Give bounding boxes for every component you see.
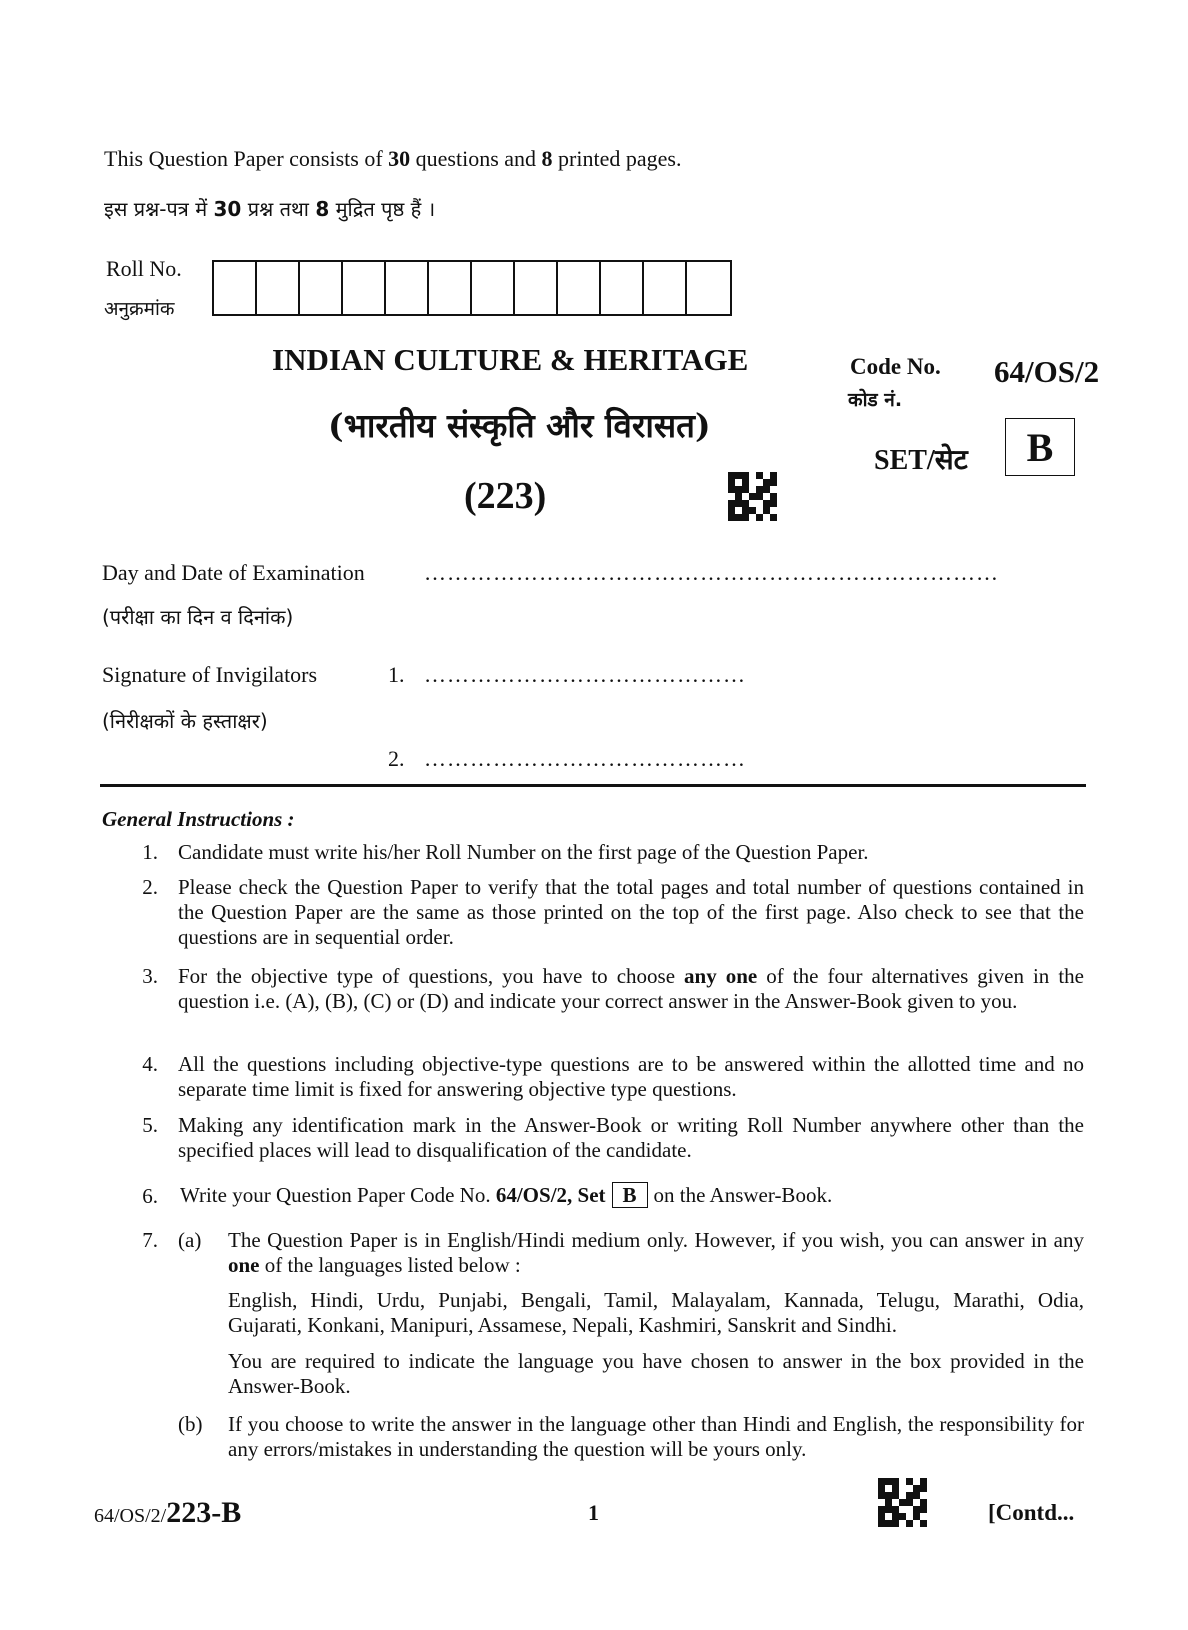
qr-module: [763, 479, 770, 486]
qr-module: [899, 1492, 906, 1499]
qr-module: [920, 1499, 927, 1506]
qr-module: [913, 1499, 920, 1506]
qr-module: [906, 1506, 913, 1513]
invigilator-2-field[interactable]: ……………………………………: [424, 746, 746, 771]
instruction-number: 1.: [142, 840, 158, 864]
qr-module: [878, 1499, 885, 1506]
qr-module: [878, 1513, 885, 1520]
qr-module: [906, 1478, 913, 1485]
instruction-4: All the questions including objective-type questions are to be answered within the allotted time and no separate time limit is fixed for answering objective type questions.: [178, 1052, 1084, 1101]
qr-module: [749, 472, 756, 479]
qr-module: [770, 493, 777, 500]
qr-module: [728, 507, 735, 514]
qr-module: [920, 1513, 927, 1520]
qr-module: [885, 1520, 892, 1527]
roll-number-cell[interactable]: [601, 262, 644, 314]
qr-module: [899, 1513, 906, 1520]
qr-module: [885, 1506, 892, 1513]
qr-module: [728, 486, 735, 493]
qr-module: [899, 1506, 906, 1513]
qr-module: [892, 1513, 899, 1520]
info-text: मुद्रित पृष्ठ हैं ।: [329, 197, 436, 221]
qr-module: [885, 1478, 892, 1485]
qr-module: [749, 507, 756, 514]
qr-module: [913, 1492, 920, 1499]
instruction-7a-note: You are required to indicate the language you have chosen to answer in the box provided in the Answer-Book.: [228, 1349, 1084, 1398]
instruction-number: 4.: [142, 1052, 158, 1076]
info-text: This Question Paper consists of: [104, 146, 389, 171]
qr-module: [892, 1492, 899, 1499]
qr-module: [885, 1499, 892, 1506]
qr-module: [885, 1513, 892, 1520]
qr-module: [728, 514, 735, 521]
instruction-emphasis: any one: [684, 964, 758, 988]
roll-label-en: Roll No.: [106, 256, 182, 281]
qr-module: [749, 479, 756, 486]
qr-module: [878, 1485, 885, 1492]
qr-module: [763, 514, 770, 521]
qr-module: [735, 493, 742, 500]
instruction-number: 2.: [142, 875, 158, 899]
qr-module: [770, 486, 777, 493]
qr-module: [770, 472, 777, 479]
qr-module: [920, 1506, 927, 1513]
roll-number-cell[interactable]: [515, 262, 558, 314]
roll-label-hi: अनुक्रमांक: [104, 298, 175, 320]
roll-number-cell[interactable]: [472, 262, 515, 314]
qr-module: [878, 1520, 885, 1527]
qr-module: [920, 1478, 927, 1485]
qr-module: [899, 1499, 906, 1506]
paper-info-hindi: [104, 196, 435, 222]
subject-title-hindi: (भारतीय संस्कृति और विरासत): [328, 406, 711, 445]
qr-module: [742, 493, 749, 500]
set-box: B: [1005, 418, 1075, 476]
qr-module: [892, 1485, 899, 1492]
instruction-7b: If you choose to write the answer in the language other than Hindi and English, the responsibility for any errors/mistakes in understanding the question will be yours only.: [228, 1412, 1084, 1461]
instruction-1: Candidate must write his/her Roll Number on the first page of the Question Paper.: [178, 840, 869, 864]
qr-module: [892, 1499, 899, 1506]
qr-module: [878, 1506, 885, 1513]
qr-module: [735, 472, 742, 479]
code-label-en: Code No.: [850, 354, 941, 379]
qr-module: [756, 479, 763, 486]
qr-module: [728, 493, 735, 500]
qr-module: [749, 493, 756, 500]
qr-module: [899, 1520, 906, 1527]
code-label-hi: कोड नं.: [848, 389, 903, 411]
instruction-sub-label: (a): [178, 1228, 202, 1252]
qr-module: [763, 472, 770, 479]
invigilator-2-number: 2.: [388, 746, 405, 771]
exam-date-label: Day and Date of Examination: [102, 560, 365, 585]
roll-number-cell[interactable]: [558, 262, 601, 314]
instruction-2: Please check the Question Paper to verify that the total pages and total number of questions contained in the Question Paper are the same as those printed on the top of the first page. Also check to see that the questions are in sequential order.: [178, 875, 1084, 949]
qr-module: [892, 1520, 899, 1527]
invigilator-1-field[interactable]: ……………………………………: [424, 662, 746, 687]
qr-code-icon: [728, 472, 777, 521]
section-divider: [100, 784, 1086, 787]
invigilator-sign-label: Signature of Invigilators: [102, 662, 318, 687]
qr-module: [735, 479, 742, 486]
instruction-text: The Question Paper is in English/Hindi medium only. However, if you wish, you can answer in any: [228, 1228, 1084, 1252]
instructions-heading: General Instructions :: [102, 807, 295, 831]
qr-module: [735, 507, 742, 514]
qr-module: [906, 1520, 913, 1527]
qr-module: [770, 479, 777, 486]
qr-module: [770, 507, 777, 514]
invigilator-sign-label-hi: (निरीक्षकों के हस्ताक्षर): [102, 709, 268, 733]
roll-number-cell[interactable]: [386, 262, 429, 314]
instruction-number: 6.: [142, 1184, 158, 1208]
qr-module: [913, 1485, 920, 1492]
instruction-6: [180, 1182, 1086, 1208]
instruction-text: on the Answer-Book.: [653, 1183, 833, 1207]
qr-module: [906, 1485, 913, 1492]
instruction-text: of the four alternatives given in the question i.e. (A), (B), (C) or (D) and indicate your correct answer in the Answer-Book given to you.: [178, 964, 1084, 1013]
questions-count: 30: [388, 146, 411, 171]
roll-number-cell[interactable]: [257, 262, 300, 314]
qr-module: [920, 1520, 927, 1527]
qr-module: [906, 1492, 913, 1499]
qr-module: [756, 486, 763, 493]
qr-module: [742, 472, 749, 479]
qr-module: [756, 493, 763, 500]
qr-module: [756, 472, 763, 479]
instruction-3: [178, 964, 1084, 1014]
qr-module: [749, 486, 756, 493]
qr-module: [878, 1478, 885, 1485]
qr-module: [892, 1506, 899, 1513]
instruction-5: Making any identification mark in the Answer-Book or writing Roll Number anywhere other than the specified places will lead to disqualification of the candidate.: [178, 1113, 1084, 1162]
instruction-text: of the languages listed below :: [259, 1253, 521, 1277]
footer-paper-code: [94, 1496, 241, 1530]
qr-module: [770, 500, 777, 507]
code-number: 64/OS/2: [994, 354, 1100, 389]
qr-module: [742, 507, 749, 514]
qr-module: [735, 500, 742, 507]
info-text: इस प्रश्न-पत्र में: [104, 197, 214, 221]
set-inline-box: B: [612, 1182, 648, 1208]
qr-module: [892, 1478, 899, 1485]
instruction-7a-languages: English, Hindi, Urdu, Punjabi, Bengali, Tamil, Malayalam, Kannada, Telugu, Marathi, Odia, Gujarati, Konkani, Manipuri, Assamese, Nepali, Kashmiri, Sanskrit and Sindhi.: [228, 1288, 1084, 1337]
qr-module: [770, 514, 777, 521]
roll-number-boxes[interactable]: [212, 260, 732, 316]
qr-code-icon: [878, 1478, 927, 1527]
instruction-emphasis: one: [228, 1253, 260, 1277]
questions-count: 30: [213, 197, 242, 221]
contd-label: [Contd...: [988, 1500, 1075, 1525]
set-label: SET/सेट: [874, 445, 968, 476]
qr-module: [920, 1485, 927, 1492]
exam-date-field[interactable]: …………………………………………………………………: [424, 560, 999, 585]
qr-module: [742, 479, 749, 486]
qr-module: [735, 514, 742, 521]
qr-module: [742, 486, 749, 493]
qr-module: [728, 479, 735, 486]
qr-module: [885, 1485, 892, 1492]
paper-info-english: [104, 146, 681, 172]
qr-module: [878, 1492, 885, 1499]
qr-module: [899, 1478, 906, 1485]
qr-module: [756, 500, 763, 507]
qr-module: [920, 1492, 927, 1499]
subject-title-english: INDIAN CULTURE & HERITAGE: [272, 342, 749, 377]
qr-module: [756, 507, 763, 514]
qr-module: [913, 1513, 920, 1520]
info-text: questions and: [410, 146, 542, 171]
qr-module: [899, 1485, 906, 1492]
qr-module: [735, 486, 742, 493]
exam-date-label-hi: (परीक्षा का दिन व दिनांक): [102, 605, 294, 629]
roll-number-cell[interactable]: [687, 262, 730, 314]
qr-module: [728, 472, 735, 479]
roll-number-cell[interactable]: [300, 262, 343, 314]
qr-module: [742, 500, 749, 507]
info-text: printed pages.: [552, 146, 682, 171]
instruction-text: For the objective type of questions, you have to choose: [178, 964, 685, 988]
subject-code: (223): [464, 475, 547, 517]
roll-number-cell[interactable]: [214, 262, 257, 314]
page-number: 1: [588, 1500, 599, 1525]
instruction-number: 7.: [142, 1228, 158, 1252]
instruction-7a: [228, 1228, 1084, 1278]
qr-module: [913, 1478, 920, 1485]
roll-number-cell[interactable]: [429, 262, 472, 314]
instruction-sub-label: (b): [178, 1412, 203, 1436]
qr-module: [913, 1506, 920, 1513]
footer-code-small: 64/OS/2/: [94, 1505, 167, 1527]
qr-module: [906, 1513, 913, 1520]
instruction-number: 3.: [142, 964, 158, 988]
instruction-text: Write your Question Paper Code No.: [180, 1183, 496, 1207]
invigilator-1-number: 1.: [388, 662, 405, 687]
qr-module: [742, 514, 749, 521]
qr-module: [728, 500, 735, 507]
qr-module: [763, 493, 770, 500]
footer-code-big: 223-B: [166, 1496, 242, 1529]
qr-module: [763, 507, 770, 514]
pages-count: 8: [315, 197, 330, 221]
qr-module: [885, 1492, 892, 1499]
qr-module: [763, 486, 770, 493]
qr-module: [749, 514, 756, 521]
qr-module: [906, 1499, 913, 1506]
pages-count: 8: [541, 146, 553, 171]
instruction-emphasis: 64/OS/2, Set: [495, 1183, 606, 1207]
qr-module: [756, 514, 763, 521]
instruction-number: 5.: [142, 1113, 158, 1137]
qr-module: [913, 1520, 920, 1527]
info-text: प्रश्न तथा: [241, 197, 316, 221]
roll-number-cell[interactable]: [343, 262, 386, 314]
roll-number-cell[interactable]: [644, 262, 687, 314]
qr-module: [763, 500, 770, 507]
qr-module: [749, 500, 756, 507]
